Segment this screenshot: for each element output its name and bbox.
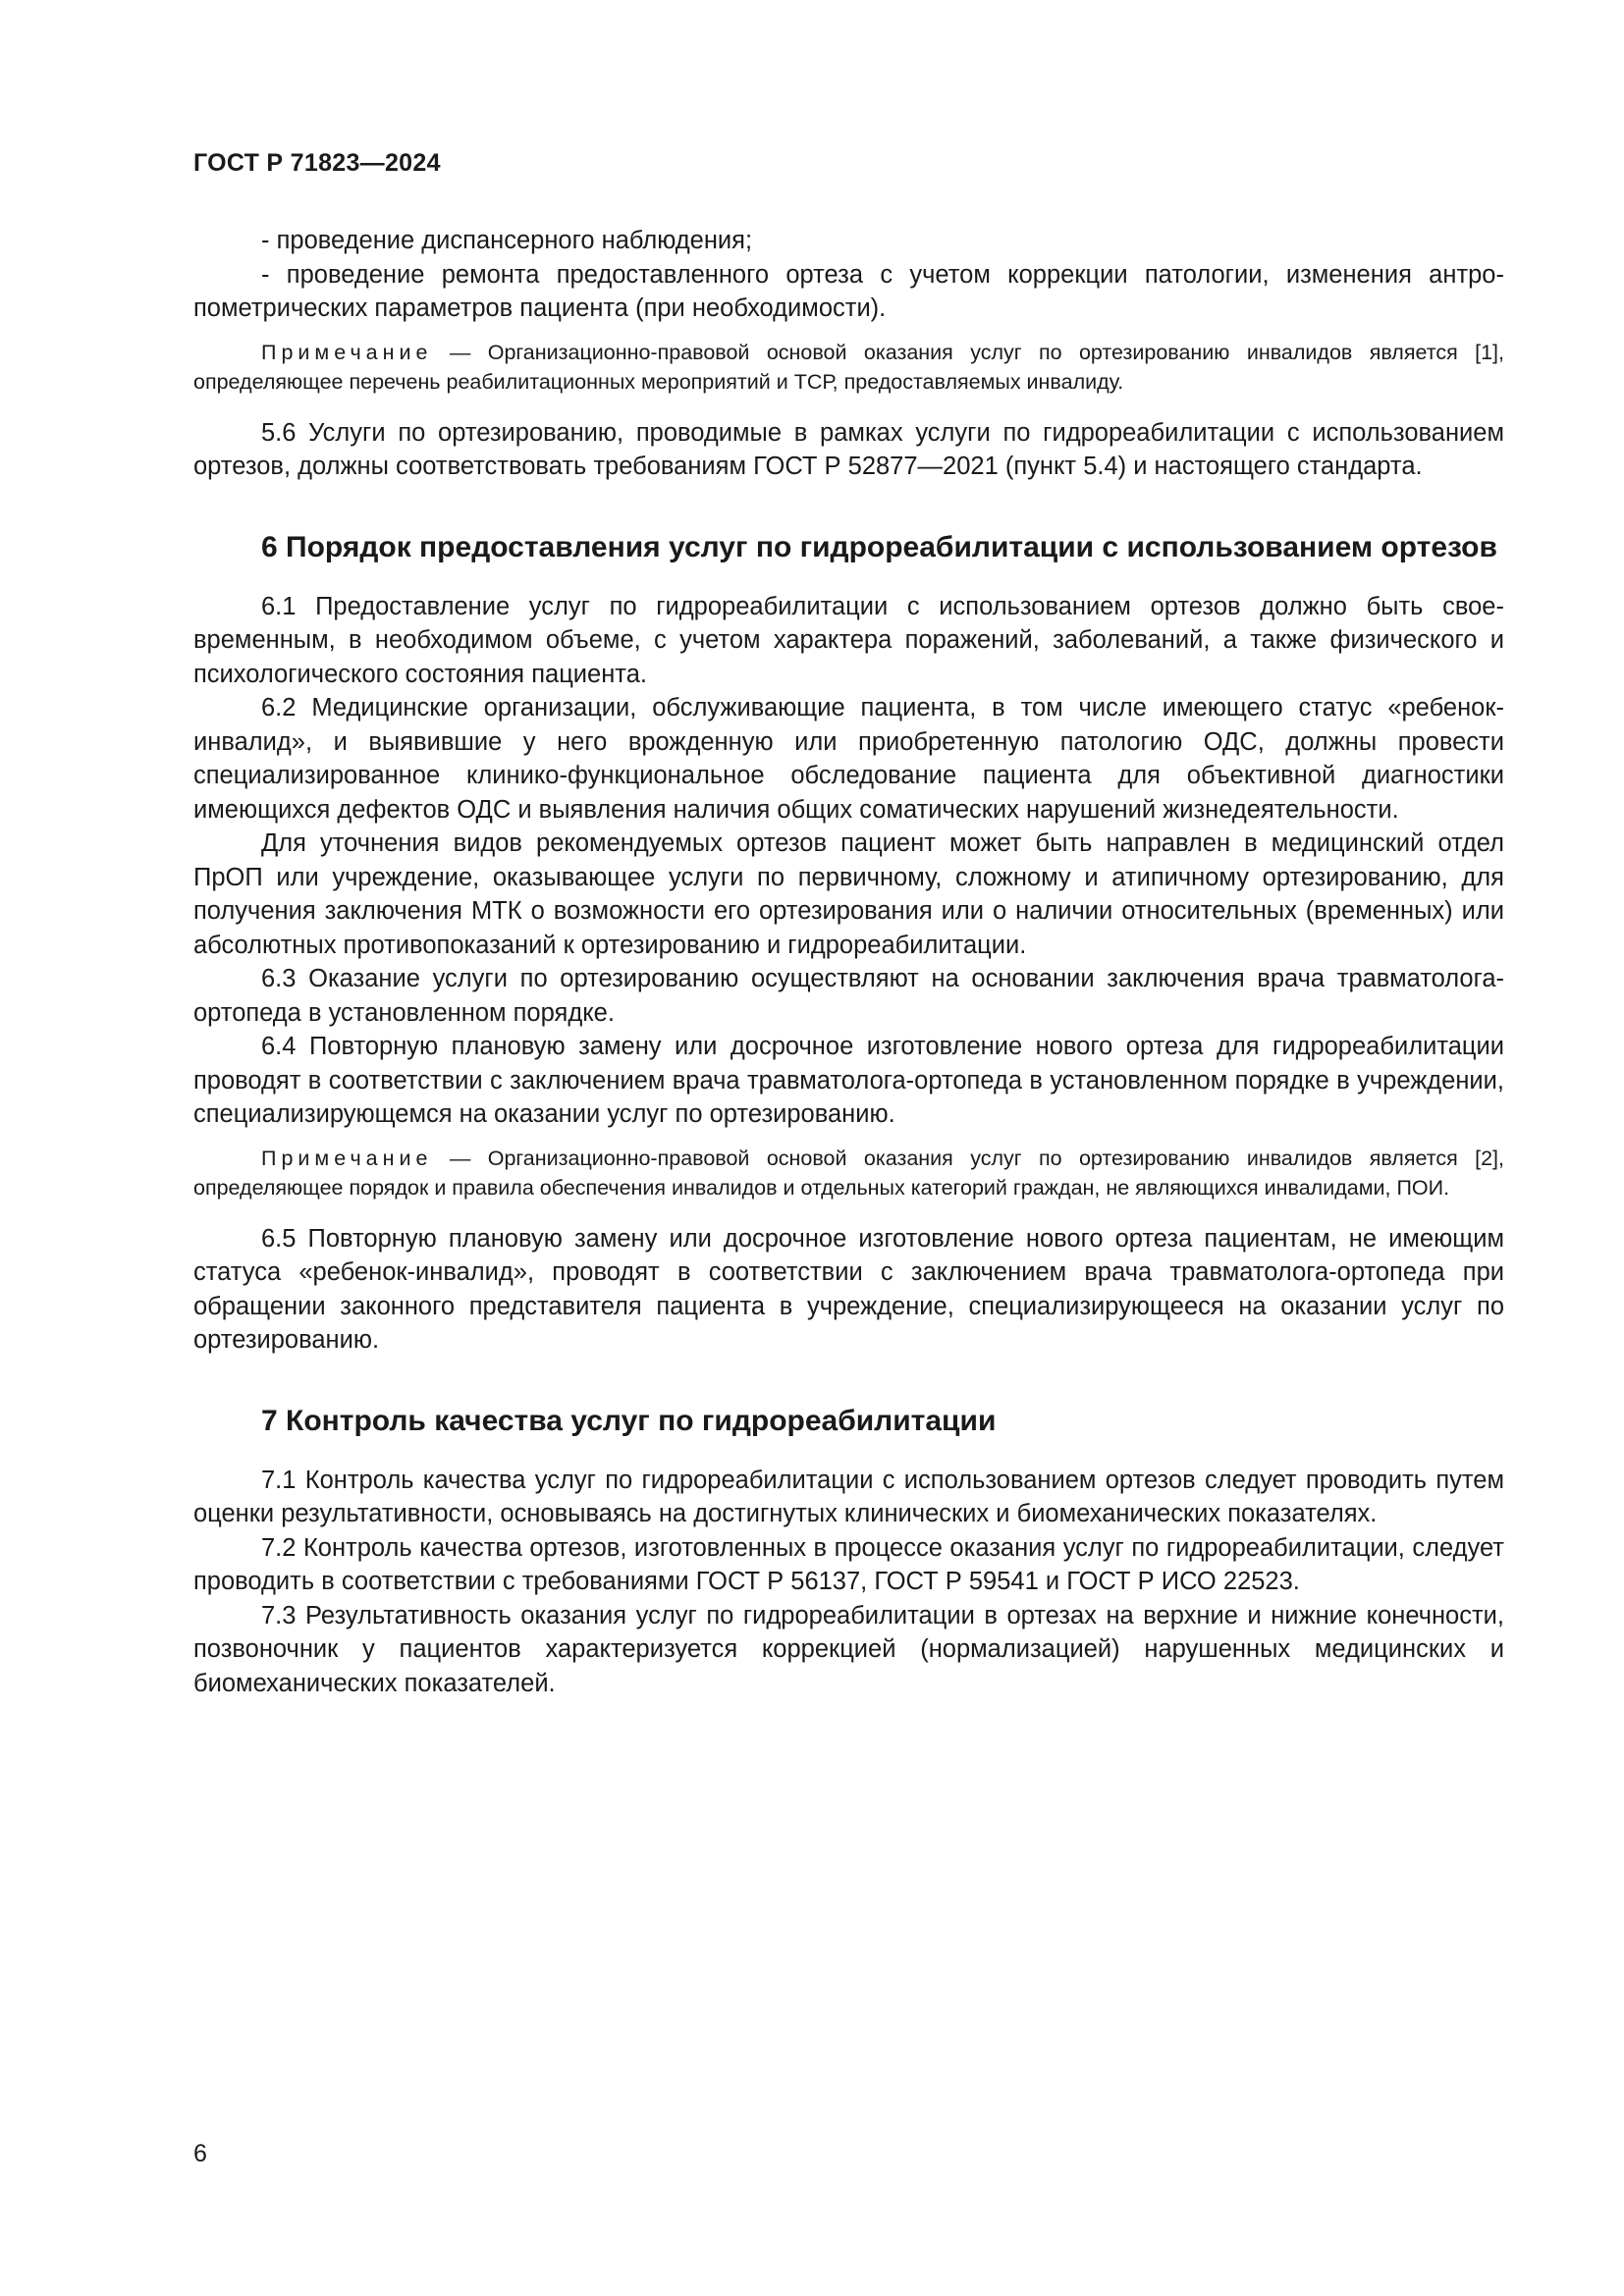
paragraph-6-4: 6.4 Повторную плановую замену или досрочное изготовление нового ортеза для гидрореабилитации проводят в соответствии с заключением врача травматолога-ортопеда в установленном порядке в учреждении, специализирующемся на оказании услуг по ортезированию.	[193, 1033, 1504, 1128]
document-body	[193, 224, 1504, 1700]
paragraph-7-3: 7.3 Результативность оказания услуг по гидрореабилитации в ортезах на верхние и нижние конечности, позвоночник у пациентов характеризуется коррекцией (нормализацией) нарушенных медицинских и биомеханических показателей.	[193, 1601, 1504, 1697]
paragraph-6-3: 6.3 Оказание услуги по ортезированию осуществляют на основании заключения врача травматолога-ортопеда в установленном порядке.	[193, 965, 1504, 1027]
note-1	[193, 338, 1504, 397]
section-7-heading: 7 Контроль качества услуг по гидрореабилитации	[261, 1404, 997, 1437]
section-6-heading: 6 Порядок предоставления услуг по гидрореабилитации с использованием ортезов	[261, 530, 1497, 563]
document-header-id: ГОСТ Р 71823—2024	[193, 149, 441, 177]
note-label: Примечание	[261, 340, 433, 364]
paragraph-6-1: 6.1 Предоставление услуг по гидрореабилитации с использованием ортезов должно быть своевременным, в необходимом объеме, с учетом характера поражений, заболеваний, а также физического и психологического состояния пациента.	[193, 592, 1504, 688]
list-item-repair: - проведение ремонта предоставленного ортеза с учетом коррекции патологии, изменения антропометрических параметров пациента (при необходимости).	[193, 260, 1504, 322]
paragraph-6-2: 6.2 Медицинские организации, обслуживающие пациента, в том числе имеющего статус «ребенок-инвалид», и выявившие у него врожденную или приобретенную патологию ОДС, должны провести специализированное клинико-функциональное обследование пациента для объективной диагностики имеющихся дефектов ОДС и выявления наличия общих соматических нарушений жизнедеятельности.	[193, 694, 1504, 824]
note-text: — Организационно-правовой основой оказания услуг по ортезированию инвалидов является [2], определяющее порядок и правила обеспечения инвалидов и отдельных категорий граждан, не являющихся инвалидами, ПОИ.	[193, 1146, 1504, 1200]
paragraph-5-6: 5.6 Услуги по ортезированию, проводимые в рамках услуги по гидрореабилитации с использованием ортезов, должны соответствовать требованиям ГОСТ Р 52877—2021 (пункт 5.4) и настоящего стандарта.	[193, 418, 1504, 480]
paragraph-7-1: 7.1 Контроль качества услуг по гидрореабилитации с использованием ортезов следует проводить путем оценки результативности, основываясь на достигнутых клинических и биомеханических показателях.	[193, 1466, 1504, 1527]
note-label: Примечание	[261, 1146, 433, 1170]
paragraph-7-2: 7.2 Контроль качества ортезов, изготовленных в процессе оказания услуг по гидрореабилитации, следует проводить в соответствии с требованиями ГОСТ Р 56137, ГОСТ Р 59541 и ГОСТ Р ИСО 22523.	[193, 1533, 1504, 1595]
note-text: — Организационно-правовой основой оказания услуг по ортезированию инвалидов является [1], определяющее перечень реабилитационных мероприятий и ТСР, предоставляемых инвалиду.	[193, 340, 1504, 394]
list-item-dispensary: - проведение диспансерного наблюдения;	[261, 227, 753, 254]
paragraph-6-2-continued: Для уточнения видов рекомендуемых ортезов пациент может быть направлен в медицинский отдел ПрОП или учреждение, оказывающее услуги по первичному, сложному и атипичному ортезированию, для получения заключения МТК о возможности его ортезирования или о наличии относительных (временных) или абсолютных противопоказаний к ортезированию и гидрореабилитации.	[193, 829, 1504, 959]
page-number: 6	[193, 2140, 207, 2167]
paragraph-6-5: 6.5 Повторную плановую замену или досрочное изготовление нового ортеза пациентам, не имеющим статуса «ребенок-инвалид», проводят в соответствии с заключением врача травматолога-ортопеда при обращении законного представителя пациента в учреждение, специализирующееся на оказании услуг по ортезированию.	[193, 1224, 1504, 1354]
note-2	[193, 1144, 1504, 1202]
